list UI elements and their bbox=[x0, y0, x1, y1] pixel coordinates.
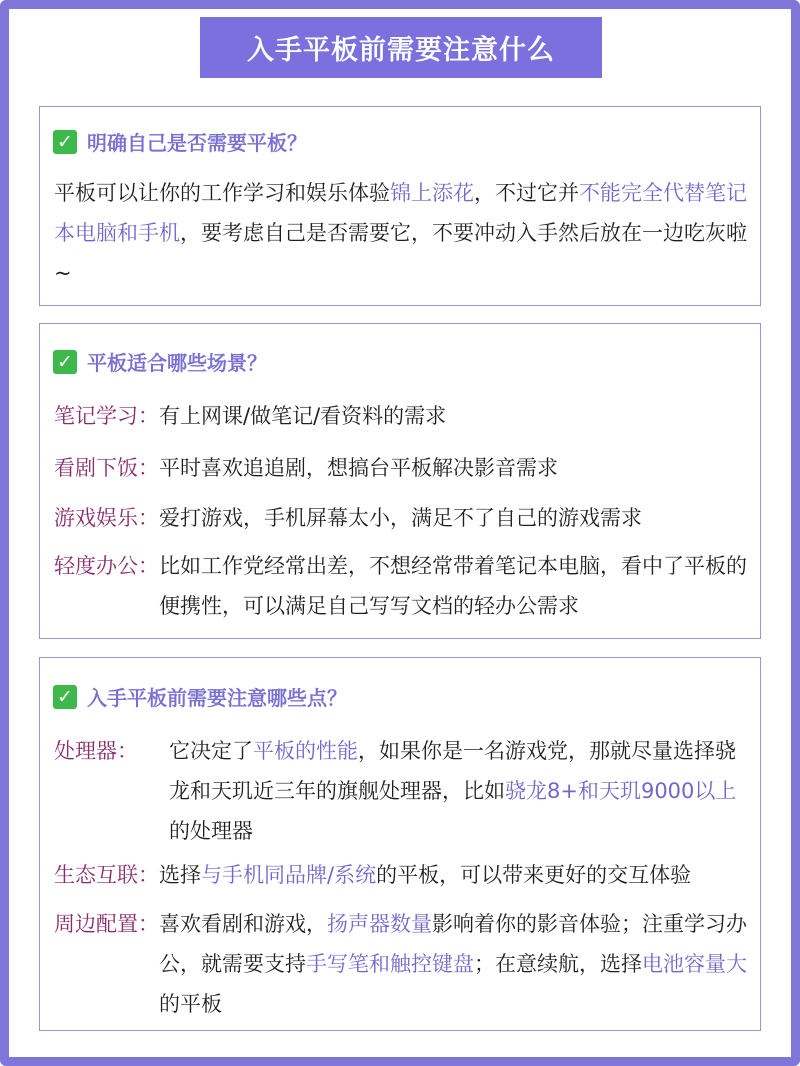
section-heading bbox=[53, 682, 347, 711]
body-text: 的平板，可以带来更好的交互体验 bbox=[376, 863, 692, 887]
body-text: ；在意续航，选择 bbox=[474, 952, 642, 976]
consideration-text bbox=[159, 904, 754, 1024]
body-text: 的处理器 bbox=[169, 819, 253, 843]
section-heading-text: 入手平板前需要注意哪些点？ bbox=[87, 686, 347, 710]
consideration-label: 周边配置： bbox=[54, 912, 159, 936]
scenario-text: 平时喜欢追追剧，想搞台平板解决影音需求 bbox=[159, 456, 558, 480]
scenario-text: 有上网课/做笔记/看资料的需求 bbox=[159, 404, 447, 428]
checkmark-icon: ✓ bbox=[53, 350, 77, 374]
checkmark-icon: ✓ bbox=[53, 685, 77, 709]
section-heading bbox=[53, 127, 307, 156]
highlight-text: 电池容量大 bbox=[642, 952, 747, 976]
consideration-label: 处理器： bbox=[54, 739, 138, 763]
scenario-label: 游戏娱乐： bbox=[54, 506, 159, 530]
scenario-text: 比如工作党经常出差，不想经常带着笔记本电脑，看中了平板的便携性，可以满足自己写写文档的轻办公需求 bbox=[159, 554, 747, 618]
section-considerations bbox=[39, 657, 761, 1031]
scenario-text: 爱打游戏，手机屏幕太小，满足不了自己的游戏需求 bbox=[159, 506, 642, 530]
section-heading-text: 平板适合哪些场景？ bbox=[87, 351, 267, 375]
consideration-item bbox=[54, 731, 754, 851]
consideration-text bbox=[169, 731, 754, 851]
scenario-item bbox=[54, 448, 754, 488]
section-scenarios bbox=[39, 323, 761, 639]
section-heading-text: 明确自己是否需要平板？ bbox=[87, 131, 307, 155]
scenario-label: 轻度办公： bbox=[54, 554, 159, 578]
highlight-text: 骁龙8+和天玑9000以上 bbox=[505, 779, 737, 803]
body-text: 它决定了 bbox=[169, 739, 253, 763]
body-text: 喜欢看剧和游戏， bbox=[159, 912, 327, 936]
section-body bbox=[54, 173, 748, 293]
scenario-item bbox=[54, 498, 754, 538]
body-text: ，如果你是一名游戏党，那就尽量选择骁龙和天玑近三年的旗舰处理器，比如 bbox=[169, 739, 736, 803]
body-text: 选择 bbox=[159, 863, 201, 887]
scenario-item bbox=[54, 546, 754, 626]
scenario-label: 笔记学习： bbox=[54, 404, 159, 428]
consideration-text bbox=[159, 855, 754, 895]
checkmark-icon: ✓ bbox=[53, 130, 77, 154]
scenario-label: 看剧下饭： bbox=[54, 456, 159, 480]
highlight-text: 扬声器数量 bbox=[327, 912, 432, 936]
section-heading bbox=[53, 347, 267, 376]
consideration-label: 生态互联： bbox=[54, 863, 159, 887]
consideration-item bbox=[54, 904, 754, 1024]
consideration-item bbox=[54, 855, 754, 895]
page-title: 入手平板前需要注意什么 bbox=[200, 17, 602, 78]
body-text: 的平板 bbox=[159, 992, 222, 1016]
highlight-text: 平板的性能 bbox=[253, 739, 358, 763]
highlight-text: 锦上添花 bbox=[390, 181, 474, 205]
body-text: ，不过它并 bbox=[474, 181, 579, 205]
highlight-text: 手写笔和触控键盘 bbox=[306, 952, 474, 976]
section-need-tablet bbox=[39, 106, 761, 306]
highlight-text: 不能完全代替笔记本电脑和手机 bbox=[54, 181, 747, 245]
body-text: 影响着你的影音体验；注重学习办公，就需要支持 bbox=[159, 912, 747, 976]
body-text: ，要考虑自己是否需要它，不要冲动入手然后放在一边吃灰啦~ bbox=[54, 221, 747, 285]
body-text: 平板可以让你的工作学习和娱乐体验 bbox=[54, 181, 390, 205]
scenario-item bbox=[54, 396, 754, 436]
highlight-text: 与手机同品牌/系统 bbox=[201, 863, 377, 887]
